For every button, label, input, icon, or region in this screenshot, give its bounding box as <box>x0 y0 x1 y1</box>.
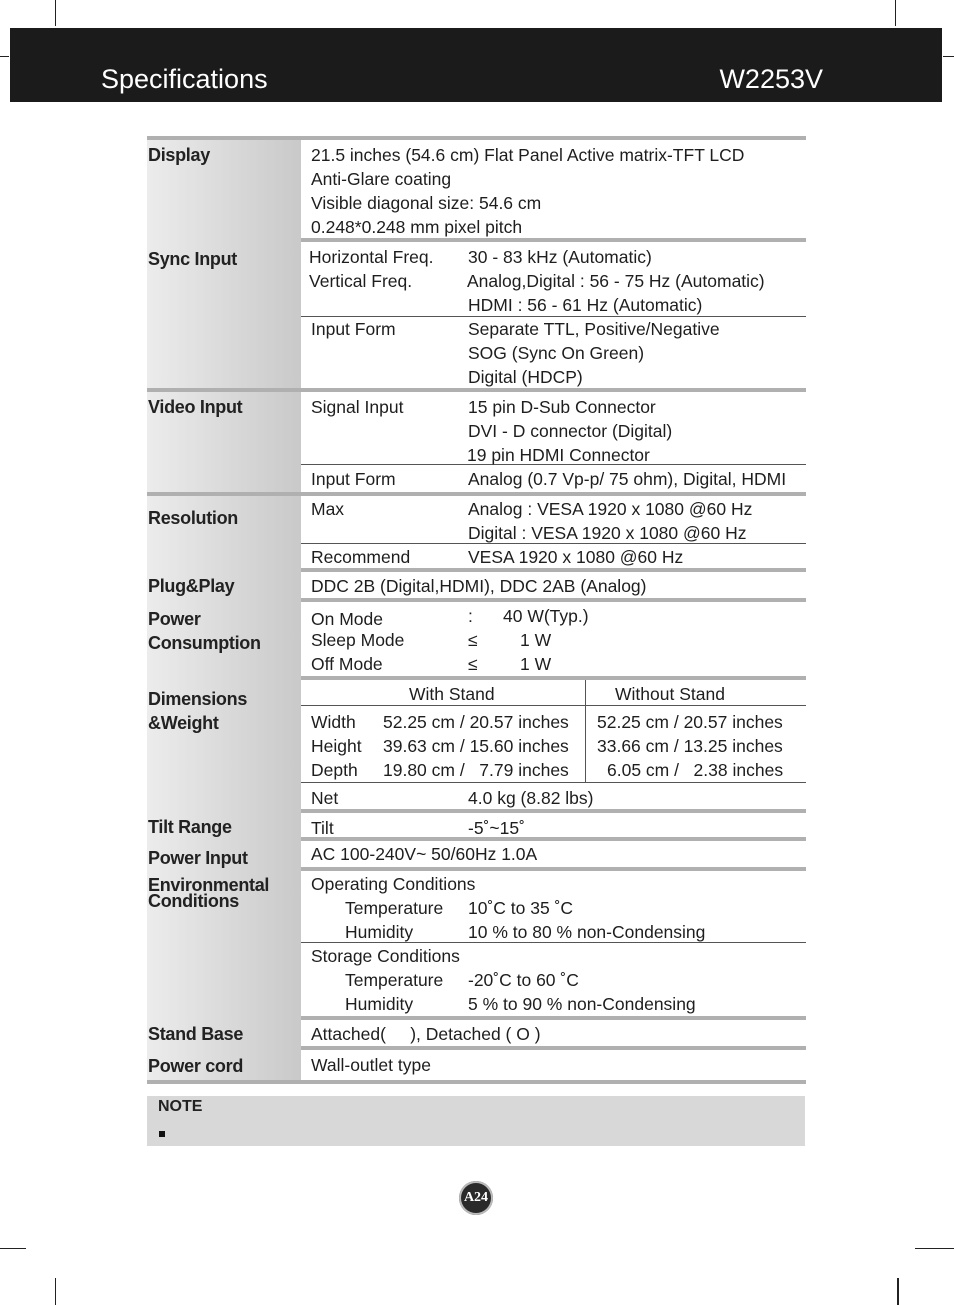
operating-humidity-key: Humidity <box>345 922 414 942</box>
video-signal-key: Signal Input <box>311 397 404 417</box>
power-sleep-value: 1 W <box>520 630 552 650</box>
crop-mark <box>943 56 954 57</box>
width-key: Width <box>311 712 356 732</box>
resolution-recommend-key: Recommend <box>311 547 411 567</box>
label-conditions: Conditions <box>148 891 239 911</box>
column-divider <box>585 680 586 782</box>
storage-humidity-value: 5 % to 90 % non-Condensing <box>468 994 696 1014</box>
label-weight: &Weight <box>148 713 219 733</box>
depth-with-stand: 19.80 cm / 7.79 inches <box>383 760 569 780</box>
sync-vertical-value: HDMI : 56 - 61 Hz (Automatic) <box>468 295 703 315</box>
operating-humidity-value: 10 % to 80 % non-Condensing <box>468 922 706 942</box>
tilt-key: Tilt <box>311 818 334 838</box>
row-separator <box>147 492 806 496</box>
row-separator <box>301 867 806 871</box>
height-with-stand: 39.63 cm / 15.60 inches <box>383 736 569 756</box>
crop-mark <box>55 0 56 26</box>
label-dimensions: Dimensions <box>148 689 248 709</box>
note-title: NOTE <box>158 1098 203 1115</box>
label-power: Power <box>148 609 201 629</box>
spec-table <box>147 136 806 1086</box>
stand-base-value: Attached( ), Detached ( O ) <box>311 1024 541 1044</box>
resolution-max-key: Max <box>311 499 345 519</box>
net-weight-value: 4.0 kg (8.82 lbs) <box>468 788 594 808</box>
sync-input-form-value: Separate TTL, Positive/Negative <box>468 319 720 339</box>
bullet-icon <box>159 1131 165 1137</box>
page-number-badge: A24 <box>459 1181 493 1215</box>
power-on-value: 40 W(Typ.) <box>503 606 589 626</box>
sync-input-form-key: Input Form <box>311 319 396 339</box>
storage-temperature-key: Temperature <box>345 970 444 990</box>
video-form-value: Analog (0.7 Vp-p/ 75 ohm), Digital, HDMI <box>468 469 787 489</box>
sub-separator <box>301 705 806 706</box>
model-name: W2253V <box>719 64 823 94</box>
height-key: Height <box>311 736 362 756</box>
depth-key: Depth <box>311 760 358 780</box>
sync-horizontal-value: 30 - 83 kHz (Automatic) <box>468 247 652 267</box>
label-consumption: Consumption <box>148 633 261 653</box>
resolution-max-value: Analog : VESA 1920 x 1080 @60 Hz <box>468 499 753 519</box>
display-line: 21.5 inches (54.6 cm) Flat Panel Active matrix-TFT LCD <box>311 145 745 165</box>
row-separator <box>147 1080 806 1084</box>
sync-vertical-value: Analog,Digital : 56 - 75 Hz (Automatic) <box>467 271 765 291</box>
row-separator <box>147 136 806 140</box>
header-banner <box>10 28 942 102</box>
row-separator <box>301 1046 806 1050</box>
height-without-stand: 33.66 cm / 13.25 inches <box>597 736 783 756</box>
label-resolution: Resolution <box>148 508 238 528</box>
label-power-cord: Power cord <box>148 1056 244 1076</box>
power-sleep-symbol: ≤ <box>468 630 478 650</box>
label-environmental: Environmental <box>148 875 270 895</box>
video-signal-value: DVI - D connector (Digital) <box>468 421 673 441</box>
depth-without-stand: 6.05 cm / 2.38 inches <box>607 760 784 780</box>
video-signal-value: 19 pin HDMI Connector <box>467 445 650 465</box>
display-line: Anti-Glare coating <box>311 169 452 189</box>
operating-conditions-title: Operating Conditions <box>311 874 476 894</box>
crop-mark <box>897 1278 899 1305</box>
label-display: Display <box>148 145 210 165</box>
resolution-max-value: Digital : VESA 1920 x 1080 @60 Hz <box>468 523 747 543</box>
crop-mark <box>0 1248 26 1249</box>
crop-mark <box>55 1278 56 1305</box>
page-title: Specifications <box>101 64 268 94</box>
sync-input-form-value: Digital (HDCP) <box>468 367 583 387</box>
net-weight-key: Net <box>311 788 339 808</box>
tilt-value: -5˚~15˚ <box>468 818 525 838</box>
resolution-recommend-value: VESA 1920 x 1080 @60 Hz <box>468 547 684 567</box>
label-sync-input: Sync Input <box>148 249 238 269</box>
sync-input-form-value: SOG (Sync On Green) <box>468 343 645 363</box>
note-box <box>147 1096 805 1146</box>
crop-mark <box>915 1248 954 1249</box>
label-power-input: Power Input <box>148 848 248 868</box>
display-line: Visible diagonal size: 54.6 cm <box>311 193 542 213</box>
crop-mark <box>0 56 9 57</box>
row-separator <box>301 676 806 680</box>
storage-conditions-title: Storage Conditions <box>311 946 460 966</box>
plug-play-value: DDC 2B (Digital,HDMI), DDC 2AB (Analog) <box>311 576 647 596</box>
with-stand-header: With Stand <box>409 684 495 704</box>
power-cord-value: Wall-outlet type <box>311 1055 431 1075</box>
width-with-stand: 52.25 cm / 20.57 inches <box>383 712 569 732</box>
video-form-key: Input Form <box>311 469 396 489</box>
label-plug-play: Plug&Play <box>148 576 235 596</box>
power-off-symbol: ≤ <box>468 654 478 674</box>
sync-vertical-key: Vertical Freq. <box>309 271 413 291</box>
sync-horizontal-key: Horizontal Freq. <box>309 247 434 267</box>
width-without-stand: 52.25 cm / 20.57 inches <box>597 712 783 732</box>
sub-separator <box>301 782 806 783</box>
label-stand-base: Stand Base <box>148 1024 244 1044</box>
power-off-value: 1 W <box>520 654 552 674</box>
display-line: 0.248*0.248 mm pixel pitch <box>311 217 523 237</box>
row-separator <box>301 598 806 602</box>
row-separator <box>301 1016 806 1020</box>
operating-temperature-key: Temperature <box>345 898 444 918</box>
row-separator <box>301 837 806 841</box>
storage-temperature-value: -20˚C to 60 ˚C <box>468 970 579 990</box>
video-signal-value: 15 pin D-Sub Connector <box>468 397 656 417</box>
label-video-input: Video Input <box>148 397 243 417</box>
power-off-key: Off Mode <box>311 654 383 674</box>
label-tilt-range: Tilt Range <box>148 817 232 837</box>
crop-mark <box>895 0 896 26</box>
operating-temperature-value: 10˚C to 35 ˚C <box>468 898 574 918</box>
power-on-key: On Mode <box>311 609 383 629</box>
without-stand-header: Without Stand <box>615 684 725 704</box>
power-on-symbol: : <box>468 606 473 626</box>
power-input-value: AC 100-240V~ 50/60Hz 1.0A <box>311 844 538 864</box>
power-sleep-key: Sleep Mode <box>311 630 405 650</box>
storage-humidity-key: Humidity <box>345 994 414 1014</box>
